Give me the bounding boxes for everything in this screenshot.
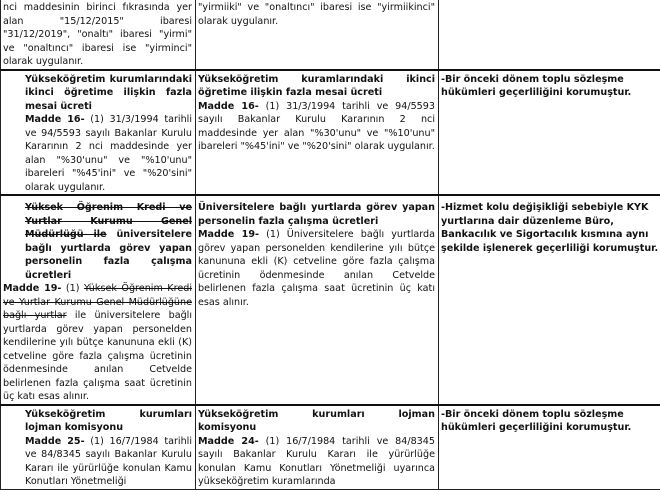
table-cell-note: [439, 0, 660, 70]
table-cell-new-text: [196, 0, 439, 70]
article-body: [198, 435, 435, 489]
article-title: Yükseköğretim kuramlarındaki ikinci öğretime ilişkin fazla mesai ücreti: [198, 73, 435, 100]
table-cell-old-text: [1, 0, 196, 70]
article-body: [198, 100, 435, 154]
cell-text: nci maddesinin birinci fıkrasında yer alan "15/12/2015" ibaresi "31/12/2019", "onaltı" ibaresi "yirmi" ve "onaltıncı" ibaresi ise "yirminci" olarak uygulanır.: [3, 1, 192, 69]
table-cell-new-text: [196, 405, 439, 490]
article-number: Madde 16-: [198, 101, 259, 112]
table-cell-new-text: [196, 195, 439, 405]
struck-text: Yüksek Öğrenim Kredi ve Yurtlar Kurumu Genel Müdürlüğüne bağlı yurtlar: [3, 283, 192, 321]
article-number: Madde 25-: [25, 436, 85, 447]
article-text: (1) 16/7/1984 tarihli ve 84/8345 sayılı Bakanlar Kurulu Kararı ile yürürlüğe konulan Kamu Konutları Yönetmeliği uyarınca yükseköğretim kuramlarında: [198, 436, 435, 488]
table-cell-note: [439, 195, 660, 405]
table-row: [1, 405, 660, 490]
table-cell-old-text: [1, 70, 196, 196]
article-text: (1) Üniversitelere bağlı yurtlarda görev yapan personelden kendilerine yılı bütçe kanununa ekli (K) cetveline göre fazla çalışma ücretinin ödenmesinde anılan Cetvelde belirlenen fazla çalışma saat ücretinin üç katı esas alınır.: [198, 229, 435, 308]
table-cell-note: [439, 405, 660, 490]
article-title: [3, 201, 192, 282]
article-title: Üniversitelere bağlı yurtlarda görev yapan personelin fazla çalışma ücretleri: [198, 201, 435, 228]
table-row: [1, 195, 660, 405]
table-cell-new-text: [196, 70, 439, 196]
table-cell-old-text: [1, 405, 196, 490]
article-title: Yükseköğretim kurumları lojman komisyonu: [3, 408, 192, 435]
struck-text: Yüksek Öğrenim Kredi ve Yurtlar Kurumu Genel Müdürlüğü ile: [25, 202, 192, 240]
article-body: [3, 435, 192, 489]
article-title-text: üniversitelere bağlı yurtlarda görev yapan personelin fazla çalışma ücretleri: [25, 229, 192, 281]
article-number: Madde 24-: [198, 436, 259, 447]
article-title: Yükseköğretim kurumları lojman komisyonu: [198, 408, 435, 435]
table-row: [1, 0, 660, 70]
article-body: [3, 113, 192, 194]
article-text: (1): [61, 283, 84, 294]
cell-text: "yirmiiki" ve "onaltıncı" ibaresi ise "yirmiikinci" olarak uygulanır.: [198, 1, 435, 28]
article-text: (1) 16/7/1984 tarihli ve 84/8345 sayılı Bakanlar Kurulu Kararı ile yürürlüğe konulan Kamu Konutları Yönetmeliği: [25, 436, 192, 488]
article-text: (1) 31/3/1994 tarihli ve 94/5593 sayılı Bakanlar Kurulu Kararının 2 nci maddesinde yer alan "%30'unu" ve "%10'unu" ibareleri "%45'ini" ve "%20'sini" olarak uygulanır.: [25, 114, 192, 193]
article-text: ile üniversitelere bağlı yurtlarda görev yapan personelden kendilerine yılı bütçe kanununa ekli (K) cetveline göre fazla çalışma ücretinin ödenmesinde anılan Cetvelde belirlenen fazla çalışma saat ücretinin üç katı esas alınır.: [3, 310, 192, 402]
article-text: (1) 31/3/1994 tarihli ve 94/5593 sayılı Bakanlar Kurulu Kararının 2 nci maddesinde yer alan "%30'unu" ve "%10'unu" ibareleri "%45'ini" ve "%20'sini" olarak uygulanır.: [198, 101, 435, 153]
article-number: Madde 16-: [25, 114, 85, 125]
article-title: Yükseköğretim kurumlarındaki ikinci öğretime ilişkin fazla mesai ücreti: [3, 73, 192, 114]
article-body: [3, 282, 192, 404]
note-text: -Hizmet kolu değişikliği sebebiyle KYK yurtlarına dair düzenleme Büro, Bankacılık ve Sigortacılık kısmına aynı şekilde işlenerek geçerliliği korumuştur.: [441, 201, 660, 255]
table-cell-note: [439, 70, 660, 196]
note-text: -Bir önceki dönem toplu sözleşme hükümleri geçerliliğini korumuştur.: [441, 408, 660, 435]
article-number: Madde 19-: [3, 283, 61, 294]
note-text: -Bir önceki dönem toplu sözleşme hükümleri geçerliliğini korumuştur.: [441, 73, 660, 100]
article-body: [198, 228, 435, 309]
table-cell-old-text: [1, 195, 196, 405]
table-row: [1, 70, 660, 196]
article-number: Madde 19-: [198, 229, 259, 240]
